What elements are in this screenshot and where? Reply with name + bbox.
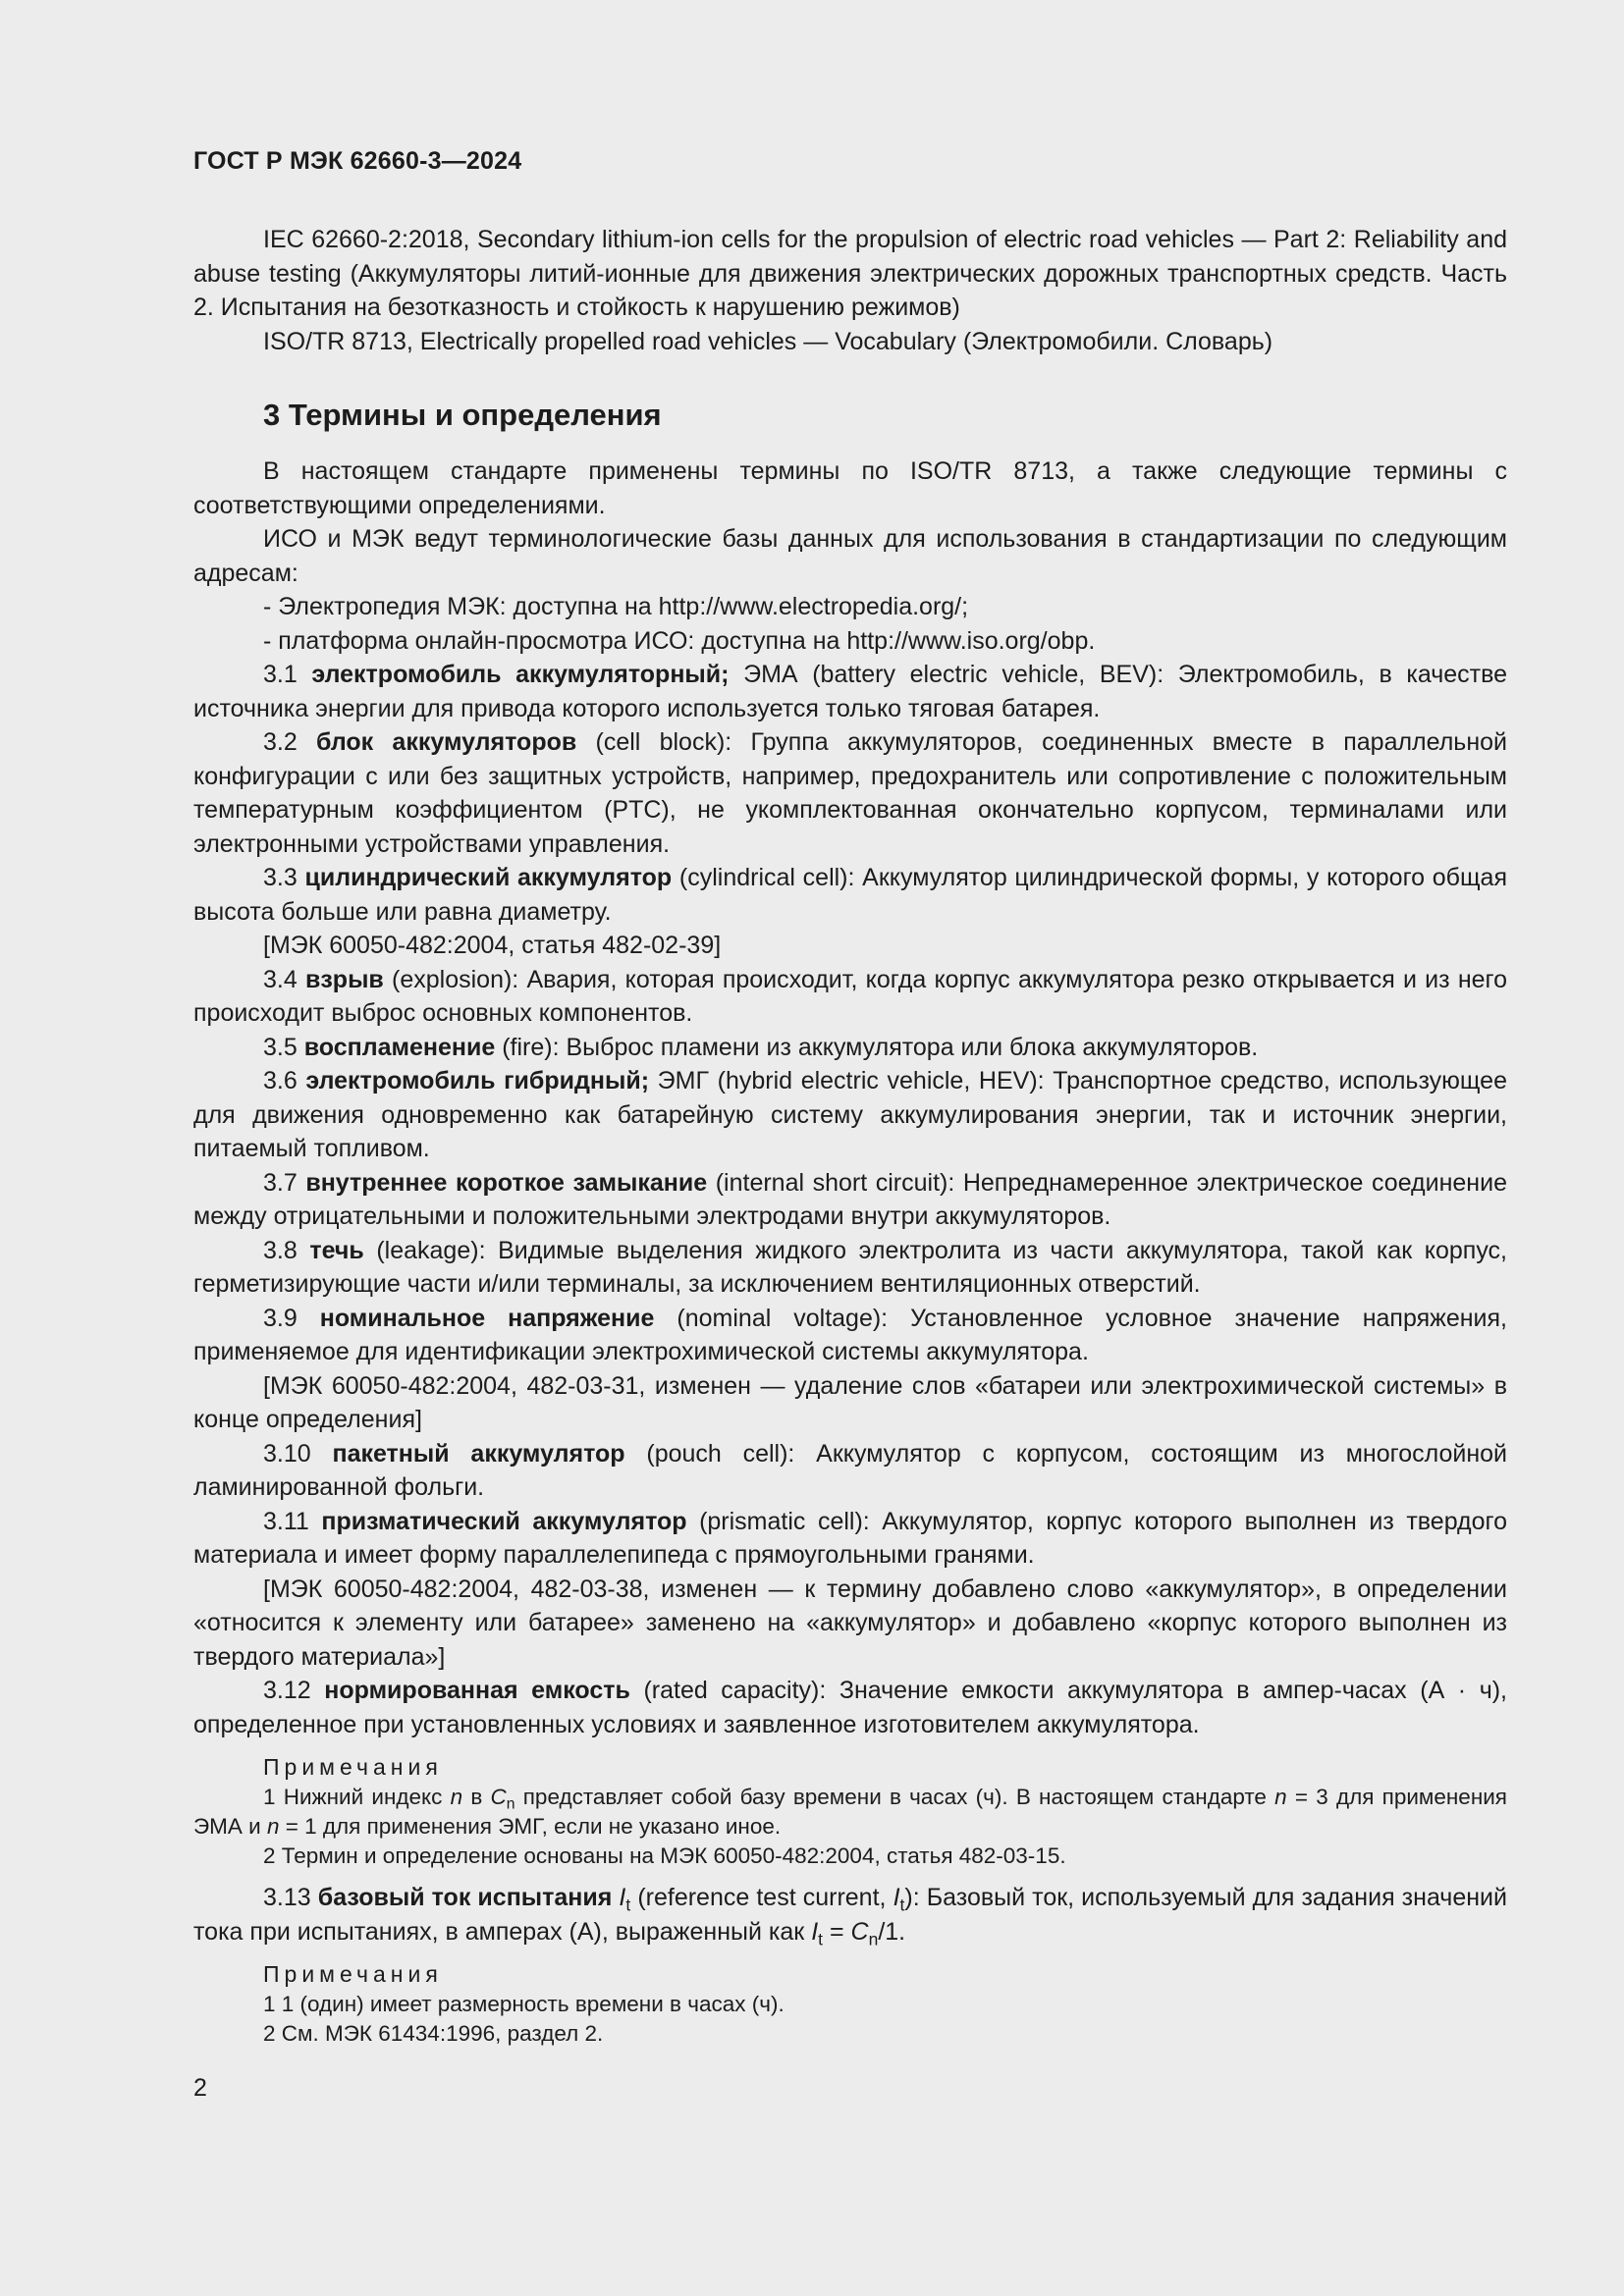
term-3-6 — [193, 1064, 1507, 1166]
symbol-c: C — [850, 1917, 869, 1946]
term-definition: /1. — [878, 1917, 906, 1946]
section-title: 3 Термины и определения — [263, 398, 662, 432]
notes-title: Примечания — [263, 1961, 443, 1987]
term-number: 3.2 — [263, 728, 298, 756]
term-number: 3.13 — [263, 1884, 311, 1911]
term-name: призматический аккумулятор — [321, 1507, 687, 1535]
symbol-i: I — [619, 1884, 626, 1911]
symbol-i: I — [811, 1917, 819, 1946]
note-1 — [193, 1783, 1507, 1842]
terminology-databases: ИСО и МЭК ведут терминологические базы данных для использования в стандартизации по следующим адресам: — [193, 525, 1507, 587]
term-definition: (nominal voltage): Установленное условное значение напряжения, применяемое для идентификации электрохимической системы аккумулятора. — [193, 1304, 1507, 1365]
term-3-1 — [193, 658, 1507, 725]
term-definition: (reference test current, — [630, 1884, 893, 1911]
term-number: 3.12 — [263, 1677, 311, 1704]
term-number: 3.7 — [263, 1168, 298, 1197]
term-number: 3.4 — [263, 965, 298, 993]
term-number: 3.1 — [263, 661, 298, 688]
term-3-7 — [193, 1166, 1507, 1234]
note-text: в — [462, 1785, 491, 1809]
term-number: 3.9 — [263, 1304, 298, 1332]
term-definition: (cell block): Группа аккумуляторов, соединенных вместе в параллельной конфигурации с или без защитных устройств, например, предохранитель или сопротивление с положительным температурным коэффициентом (PTC), не укомплектованная окончательно корпусом, терминалами или электронными устройствами управления. — [193, 728, 1508, 858]
note-2: 2 См. МЭК 61434:1996, раздел 2. — [263, 2021, 604, 2046]
term-definition: (explosion): Авария, которая происходит, когда корпус аккумулятора резко открывается и из него происходит выброс основных компонентов. — [193, 965, 1507, 1027]
note-text: представляет собой базу времени в часах (ч). В настоящем стандарте — [514, 1785, 1275, 1809]
term-name: течь — [309, 1236, 364, 1264]
term-source: [МЭК 60050-482:2004, 482-03-38, изменен — к термину добавлено слово «аккумулятор», в определении «относится к элементу или батарее» заменено на «аккумулятор» и добавлено «корпус которого выполнен из твердого материала»] — [193, 1575, 1507, 1671]
page-content — [193, 223, 1507, 2049]
term-name: взрыв — [305, 965, 384, 993]
term-name: блок аккумуляторов — [316, 728, 577, 756]
page-number: 2 — [193, 2074, 207, 2102]
term-3-10 — [193, 1437, 1507, 1505]
term-3-13 — [193, 1881, 1507, 1949]
term-source: [МЭК 60050-482:2004, статья 482-02-39] — [263, 932, 722, 959]
section-intro: В настоящем стандарте применены термины по ISO/TR 8713, а также следующие термины с соответствующими определениями. — [193, 457, 1507, 519]
term-definition: (rated capacity): Значение емкости аккумулятора в ампер-часах (А · ч), определенное при установленных условиях и заявленное изготовителем аккумулятора. — [193, 1677, 1507, 1738]
subscript-t: t — [818, 1928, 824, 1949]
notes-title: Примечания — [263, 1754, 443, 1780]
variable-c: C — [490, 1785, 507, 1809]
term-name: базовый ток испытания — [317, 1884, 613, 1911]
term-name: пакетный аккумулятор — [332, 1439, 625, 1468]
term-number: 3.6 — [263, 1067, 298, 1095]
term-3-3 — [193, 861, 1507, 929]
symbol-i: I — [893, 1884, 900, 1911]
term-3-2 — [193, 725, 1507, 861]
list-item: - платформа онлайн-просмотра ИСО: доступна на http://www.iso.org/obp. — [263, 626, 1096, 655]
term-number: 3.10 — [263, 1439, 311, 1468]
list-item: - Электропедия МЭК: доступна на http://www.electropedia.org/; — [263, 593, 969, 620]
term-3-12 — [193, 1674, 1507, 1741]
term-definition: (fire): Выброс пламени из аккумулятора или блока аккумуляторов. — [495, 1033, 1259, 1061]
term-number: 3.3 — [263, 864, 298, 891]
term-source: [МЭК 60050-482:2004, 482-03-31, изменен — удаление слов «батареи или электрохимической системы» в конце определения] — [193, 1371, 1507, 1433]
variable-n: n — [450, 1785, 463, 1809]
subscript-t: t — [899, 1895, 905, 1915]
term-definition: (prismatic cell): Аккумулятор, корпус которого выполнен из твердого материала и имеет форму параллелепипеда с прямоугольными гранями. — [193, 1507, 1507, 1569]
term-definition: ): Базовый ток, используемый для задания значений тока при испытаниях, в амперах (А), выраженный как — [193, 1884, 1507, 1946]
term-number: 3.8 — [263, 1236, 298, 1264]
note-number: 1 — [263, 1785, 276, 1809]
equals-sign: = — [823, 1917, 851, 1946]
term-3-11 — [193, 1505, 1507, 1573]
term-definition: (internal short circuit): Непреднамеренное электрическое соединение между отрицательными и положительными электродами внутри аккумуляторов. — [193, 1168, 1507, 1230]
document-code: ГОСТ Р МЭК 62660-3—2024 — [193, 147, 522, 175]
reference-iso-tr-8713: ISO/TR 8713, Electrically propelled road vehicles — Vocabulary (Электромобили. Словарь) — [263, 327, 1273, 355]
note-text: = 3 для применения ЭМА и — [193, 1785, 1507, 1839]
term-3-8 — [193, 1234, 1507, 1302]
term-name: нормированная емкость — [324, 1677, 630, 1704]
term-3-9 — [193, 1302, 1507, 1369]
subscript-n: n — [868, 1928, 879, 1949]
reference-iec-62660-2: IEC 62660-2:2018, Secondary lithium-ion cells for the propulsion of electric road vehicles — Part 2: Reliability and abuse testing (Аккумуляторы литий-ионные для движения электрических дорожных транспортных средств. Часть 2. Испытания на безотказность и стойкость к нарушению режимов) — [193, 226, 1507, 321]
term-name: электромобиль гибридный; — [305, 1067, 650, 1095]
term-name: внутреннее короткое замыкание — [305, 1168, 708, 1197]
term-name: электромобиль аккумуляторный; — [311, 661, 730, 688]
subscript-t: t — [625, 1895, 631, 1915]
subscript-n: n — [506, 1795, 515, 1813]
term-definition: ЭМА (battery electric vehicle, BEV): Электромобиль, в качестве источника энергии для привода которого используется только тяговая батарея. — [193, 661, 1508, 722]
term-3-5 — [193, 1031, 1507, 1065]
term-definition: (leakage): Видимые выделения жидкого электролита из части аккумулятора, такой как корпус, герметизирующие части и/или терминалы, за исключением вентиляционных отверстий. — [193, 1236, 1507, 1298]
term-definition: (pouch cell): Аккумулятор с корпусом, состоящим из многослойной ламинированной фольги. — [193, 1439, 1508, 1501]
term-3-4 — [193, 963, 1507, 1031]
variable-n: n — [267, 1814, 280, 1839]
note-text: Нижний индекс — [275, 1785, 451, 1809]
note-2: 2 Термин и определение основаны на МЭК 60050-482:2004, статья 482-03-15. — [263, 1843, 1066, 1868]
term-name: номинальное напряжение — [319, 1304, 655, 1332]
term-definition: ЭМГ (hybrid electric vehicle, HEV): Транспортное средство, использующее для движения одновременно как батарейную систему аккумулирования энергии, так и источник энергии, питаемый топливом. — [193, 1067, 1507, 1162]
term-number: 3.11 — [263, 1507, 309, 1535]
variable-n: n — [1274, 1785, 1287, 1809]
note-1: 1 1 (один) имеет размерность времени в часах (ч). — [263, 1992, 785, 2016]
term-name: цилиндрический аккумулятор — [304, 864, 673, 891]
term-number: 3.5 — [263, 1033, 298, 1061]
term-name: воспламенение — [303, 1033, 496, 1061]
term-definition: (cylindrical cell): Аккумулятор цилиндрической формы, у которого общая высота больше или равна диаметру. — [193, 864, 1507, 926]
note-text: = 1 для применения ЭМГ, если не указано иное. — [279, 1814, 782, 1839]
